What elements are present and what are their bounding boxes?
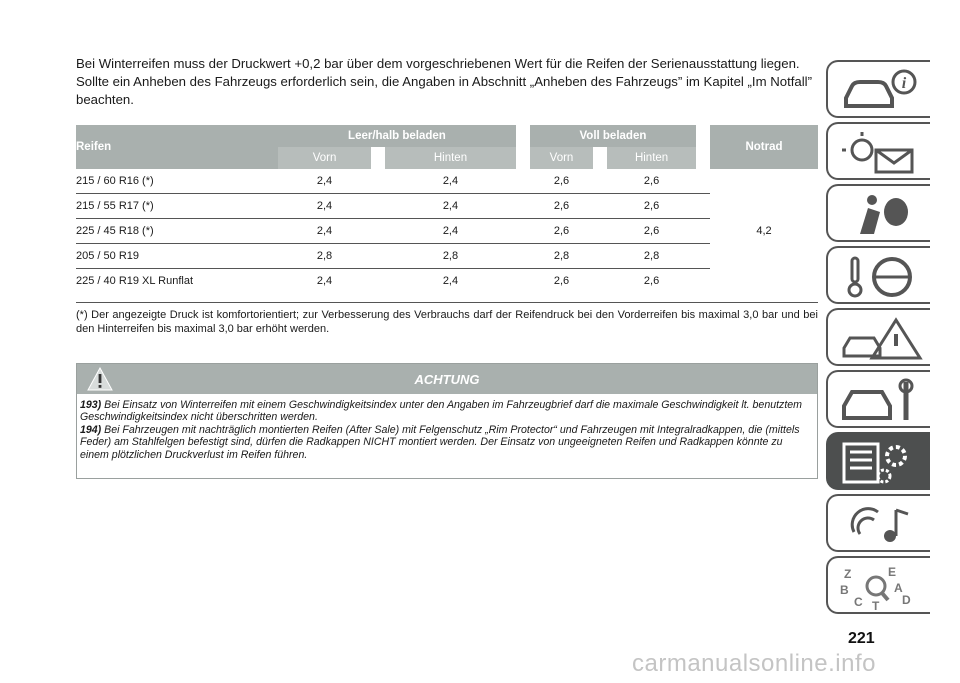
header-gap [516,125,530,169]
note-number: 194) [80,423,102,436]
pressure-value: 2,6 [607,169,696,194]
chapter-tab-multimedia[interactable] [826,494,930,552]
chapter-tab-maintenance[interactable] [826,370,930,428]
warning-header [77,364,817,394]
index-icon [838,564,924,610]
warning-note-193 [80,399,813,424]
pressure-value: 2,6 [530,169,593,194]
table-bottom-rule [76,302,818,303]
warning-note-194 [80,424,813,461]
pressure-value: 2,4 [385,219,516,244]
svg-text:B: B [840,583,849,597]
svg-text:C: C [854,595,863,609]
table-row [76,269,818,294]
warning-box [76,363,818,479]
car-info-icon [838,68,924,114]
chapter-tab-safety[interactable] [826,184,930,242]
pressure-value: 2,4 [278,194,371,219]
chapter-tab-car-info[interactable] [826,60,930,118]
intro-paragraph-lifting: Sollte ein Anheben des Fahrzeugs erforderlich sein, die Angaben in Abschnitt „Anheben des Fahrzeugs” im Kapitel „Im Notfall” beachten. [76,74,812,107]
spare-wheel-pressure: 4,2 [756,225,772,237]
table-row [76,169,818,194]
pressure-value: 2,4 [442,275,459,287]
technical-data-icon [838,440,924,486]
table-row [76,244,818,269]
header-gap [696,125,710,169]
chapter-tab-technical-data[interactable] [826,432,930,490]
page-number: 221 [848,630,875,647]
warning-title: ACHTUNG [414,372,480,387]
intro-text [76,55,816,109]
header-notrad: Notrad [710,125,818,169]
note-text: Bei Einsatz von Winterreifen mit einem Geschwindigkeitsindex unter den Angaben im Fahrzeugbrief darf die maximale Geschwindigkeit lt. benutztem Geschwindigkeitsindex nicht überschritten werden. [80,399,803,424]
pressure-value: 2,4 [278,219,371,244]
pressure-value: 2,6 [530,194,593,219]
tire-size: 205 / 50 R19 [76,244,278,269]
svg-text:E: E [888,565,897,579]
multimedia-icon [838,502,924,548]
pressure-value: 2,6 [607,194,696,219]
pressure-value: 2,6 [530,219,593,244]
pressure-value: 2,4 [385,194,516,219]
header-rear: Hinten [385,147,516,169]
warning-body [77,394,817,461]
table-row [76,194,818,219]
warning-lights-icon [838,130,924,176]
header-gap [371,147,385,169]
header-full-load: Voll beladen [530,125,696,147]
header-gap [593,147,607,169]
pressure-value: 2,6 [643,275,660,287]
tire-pressure-table [76,125,818,293]
watermark: carmanualsonline.info [632,650,876,677]
pressure-value: 2,4 [278,169,371,194]
chapter-tab-warning-lights[interactable] [826,122,930,180]
table-footnote: (*) Der angezeigte Druck ist komfortorientiert; zur Verbesserung des Verbrauchs darf der Reifendruck bei den Vorderreifen bis maximal 3,0 bar und bei den Hinterreifen bis maximal 3,0 bar erhöht werden. [76,309,818,335]
pressure-value: 2,8 [278,244,371,269]
pressure-value: 2,6 [553,275,570,287]
chapter-tab-emergency[interactable] [826,308,930,366]
note-text: Bei Fahrzeugen mit nachträglich montierten Reifen (After Sale) mit Felgenschutz „Rim Protector“ und Fahrzeugen mit Integralradkappen, die (mittels Feder) am Stahlfelgen befestigt sind, dürfen die Radkappen NICHT montiert werden. Der Einsatz von ungeeigneten Reifen und Radkappen könnte zu einem plötzlichen Druckverlust im Reifen führen. [80,423,800,461]
svg-text:D: D [902,593,911,607]
table-row [76,219,818,244]
pressure-value: 2,8 [530,244,593,269]
svg-text:A: A [894,581,903,595]
emergency-icon [838,316,924,362]
header-half-load: Leer/halb beladen [278,125,516,147]
tire-size: 215 / 55 R17 (*) [76,194,278,219]
pressure-value: 2,6 [607,219,696,244]
chapter-tab-starting[interactable] [826,246,930,304]
header-reifen: Reifen [76,125,278,169]
header-front: Vorn [278,147,371,169]
svg-text:T: T [872,599,880,610]
tire-size: 225 / 45 R18 (*) [76,219,278,244]
pressure-value: 2,8 [607,244,696,269]
airbag-safety-icon [838,192,924,238]
intro-paragraph-winter: Bei Winterreifen muss der Druckwert +0,2 bar über dem vorgeschriebenen Wert für die Reifen der Serienausstattung liegen. [76,56,800,71]
tire-size: 225 / 40 R19 XL Runflat [76,275,194,287]
tire-size: 215 / 60 R16 (*) [76,169,278,194]
svg-text:i: i [901,75,907,92]
chapter-tab-index[interactable] [826,556,930,614]
pressure-value: 2,8 [385,244,516,269]
header-rear: Hinten [607,147,696,169]
note-number: 193) [80,399,102,411]
key-steering-icon [838,254,924,300]
svg-text:Z: Z [844,567,852,581]
pressure-value: 2,4 [316,275,333,287]
header-front: Vorn [530,147,593,169]
pressure-value: 2,4 [385,169,516,194]
car-maintenance-icon [838,378,924,424]
